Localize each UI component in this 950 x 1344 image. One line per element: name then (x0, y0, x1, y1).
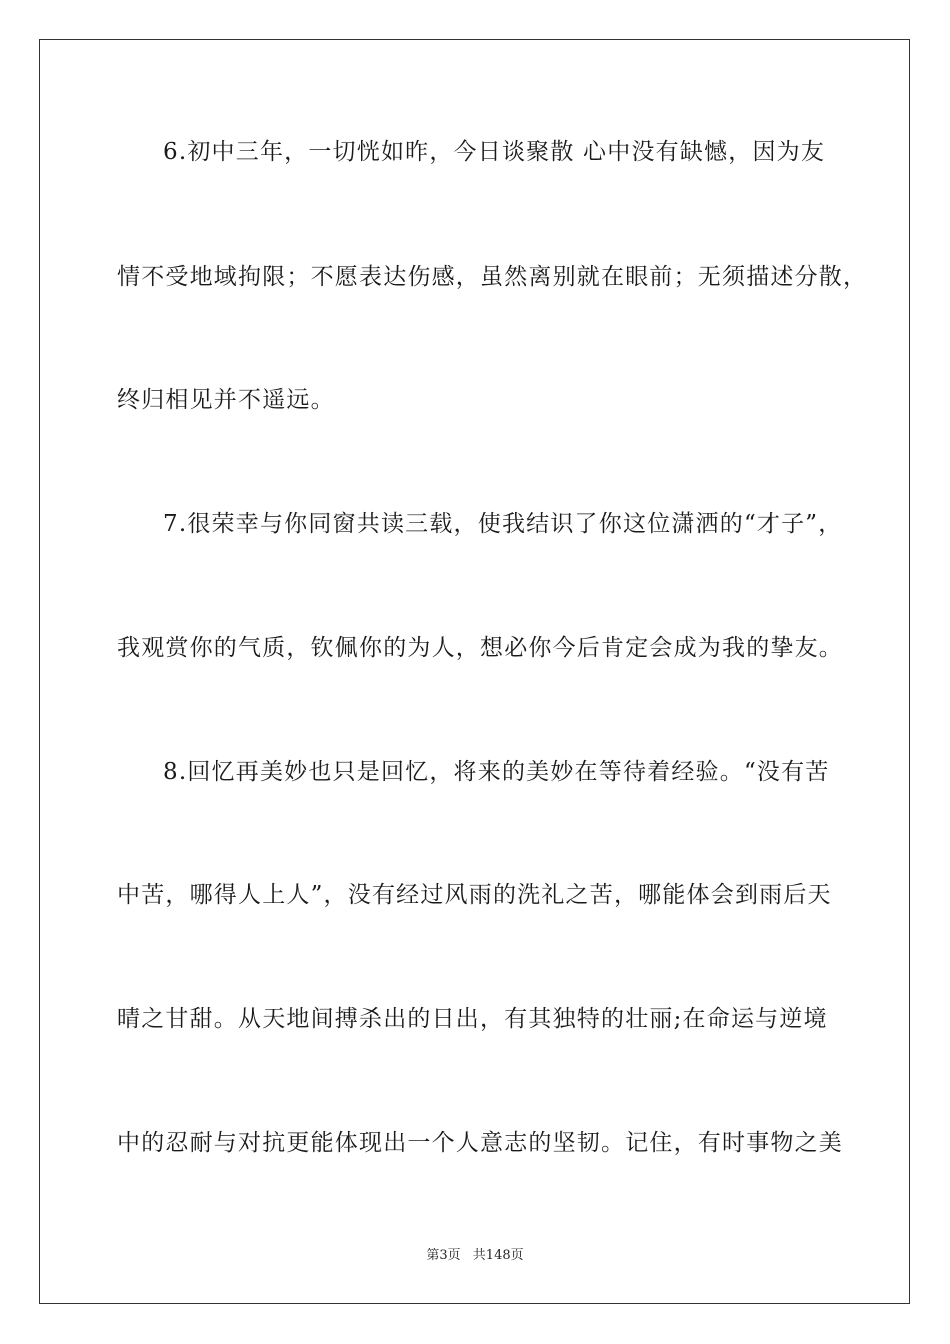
text-line: 终归相见并不遥远。 (117, 387, 335, 413)
text-line: 情不受地域拘限；不愿表达伤感，虽然离别就在眼前；无须描述分散， (117, 264, 868, 290)
text-line: 中苦，哪得人上人”，没有经过风雨的洗礼之苦，哪能体会到雨后天 (117, 882, 832, 908)
text-line-item8-start: 8.回忆再美妙也只是回忆，将来的美妙在等待着经验。“没有苦 (163, 759, 830, 785)
total-pages: 共148页 (472, 1248, 524, 1263)
text-line: 中的忍耐与对抗更能体现出一个人意志的坚韧。记住，有时事物之美 (117, 1130, 843, 1156)
text-line: 晴之甘甜。从天地间搏杀出的日出，有其独特的壮丽;在命运与逆境 (117, 1006, 828, 1032)
text-line-item7-start: 7.很荣幸与你同窗共读三载，使我结识了你这位潇洒的“才子”， (163, 511, 843, 537)
text-line: 我观赏你的气质，钦佩你的为人，想必你今后肯定会成为我的挚友。 (117, 635, 843, 661)
page-number: 第3页 (426, 1248, 461, 1263)
page-footer (0, 1247, 950, 1265)
page-border (39, 39, 910, 1304)
text-line-item6-start: 6.初中三年，一切恍如昨，今日谈聚散 心中没有缺憾，因为友 (163, 139, 826, 165)
